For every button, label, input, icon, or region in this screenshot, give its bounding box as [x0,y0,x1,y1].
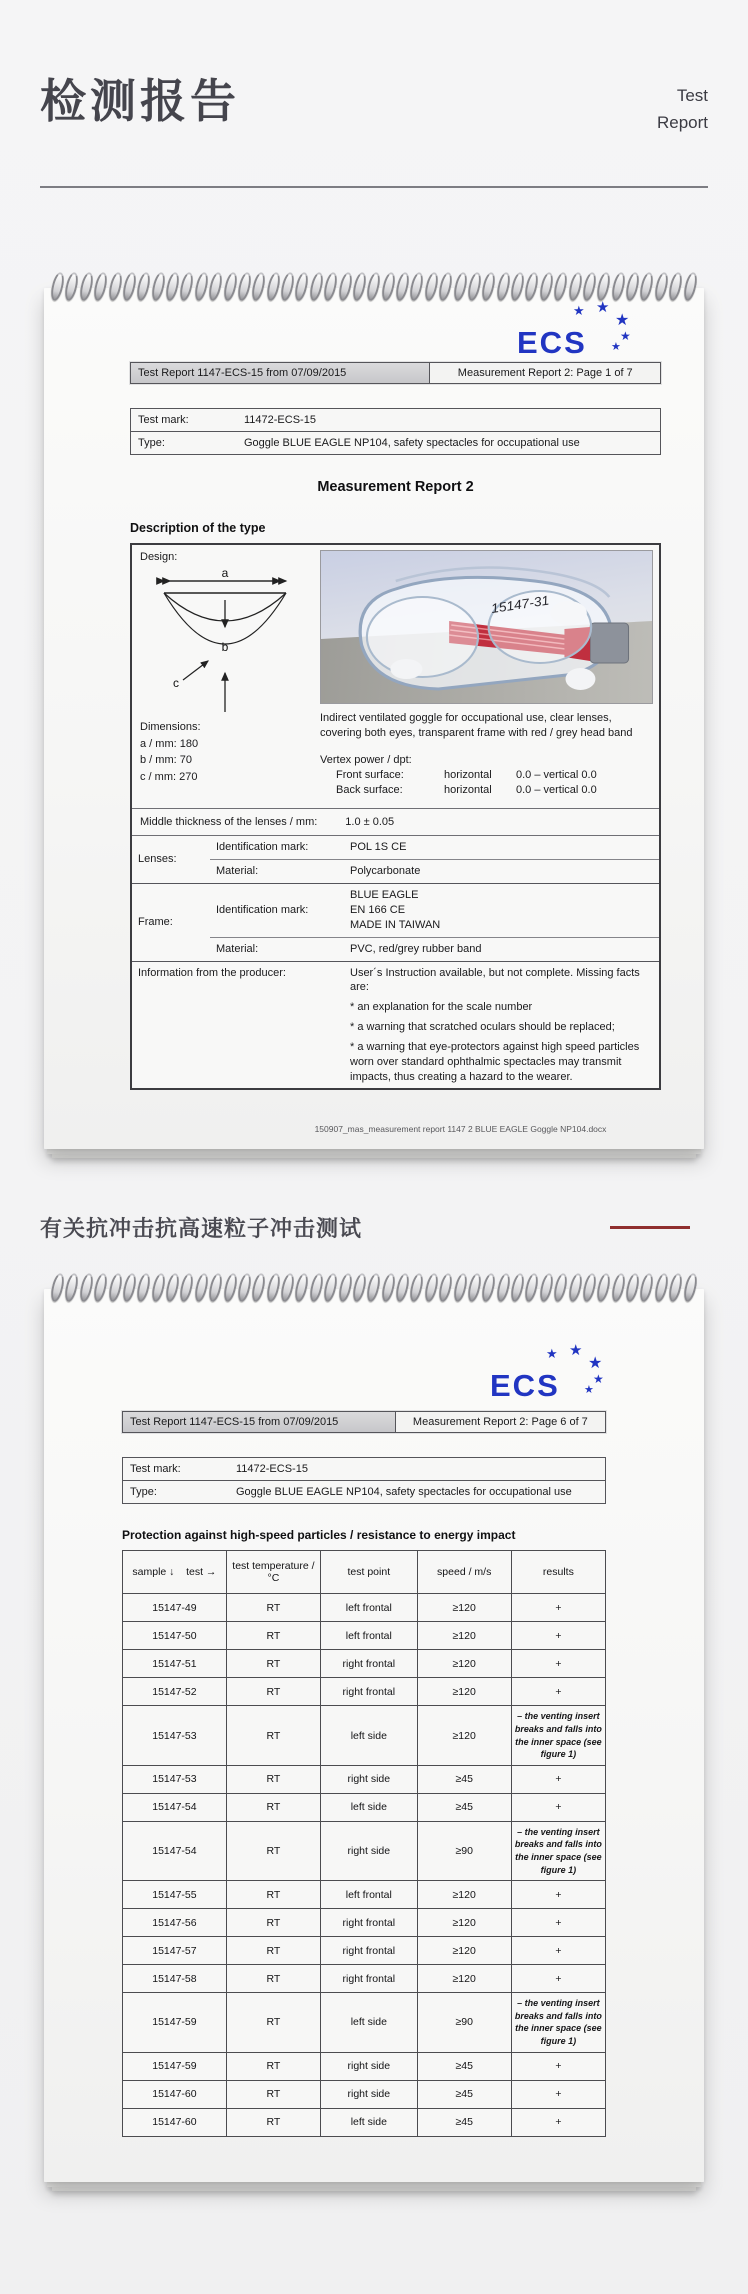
report-document-1 [44,288,704,1158]
impact-table-row [123,2052,606,2080]
coil-icon [581,272,598,303]
impact-table-row [123,1678,606,1706]
coil-icon [509,1273,526,1304]
impact-table-row [123,1706,606,1765]
ecs-logo-text: ECS [517,325,587,361]
impact-table-heading: Protection against high-speed particles / resistance to energy impact [122,1528,516,1543]
star-icon: ★ [546,1346,558,1362]
coil-icon [423,1273,440,1304]
type-value: Goggle BLUE EAGLE NP104, safety spectacles for occupational use [244,437,580,450]
coil-icon [78,1273,95,1304]
coil-icon [49,1273,66,1304]
cell-temp: RT [226,2052,320,2080]
cell-sample: 15147-51 [123,1650,227,1678]
report1-paper [44,288,704,1149]
cell-point: right side [321,1821,418,1880]
cell-temp: RT [226,1678,320,1706]
coil-icon [408,1273,425,1304]
cell-speed: ≥120 [417,1706,511,1765]
cell-speed: ≥120 [417,1678,511,1706]
cell-result: + [511,2108,605,2136]
impact-table-row [123,1650,606,1678]
thickness-row [132,808,659,836]
dimension-b: b / mm: 70 [140,754,192,767]
coil-icon [293,272,310,303]
ecs-logo [122,1342,606,1404]
cell-temp: RT [226,1821,320,1880]
cell-temp: RT [226,1622,320,1650]
svg-text:15147-31: 15147-31 [489,593,551,617]
col-speed: speed / m/s [417,1551,511,1594]
coil-icon [552,1273,569,1304]
cell-temp: RT [226,1650,320,1678]
cell-point: right frontal [321,1678,418,1706]
impact-table-row [123,2080,606,2108]
star-icon: ★ [573,303,585,319]
dimension-a: a / mm: 180 [140,737,199,750]
vertex-power-block [320,753,651,798]
cell-result: + [511,2080,605,2108]
star-icon: ★ [611,341,621,354]
coil-icon [178,272,195,303]
cell-sample: 15147-49 [123,1594,227,1622]
impact-table-row [123,1937,606,1965]
coil-icon [638,1273,655,1304]
coil-icon [221,1273,238,1304]
type-value: Goggle BLUE EAGLE NP104, safety spectacles for occupational use [236,1486,572,1499]
design-column [140,550,310,797]
coil-icon [480,1273,497,1304]
cell-sample: 15147-56 [123,1909,227,1937]
dimensions-block [140,719,310,785]
id-mark-label: Identification mark: [216,841,309,854]
coil-icon [178,1273,195,1304]
coil-icon [49,272,66,303]
cell-speed: ≥45 [417,1765,511,1793]
lenses-material-value: Polycarbonate [344,860,659,884]
cell-sample: 15147-60 [123,2080,227,2108]
coil-icon [63,1273,80,1304]
cell-point: left side [321,1706,418,1765]
coil-icon [293,1273,310,1304]
producer-label: Information from the producer: [132,961,344,1088]
cell-sample: 15147-53 [123,1765,227,1793]
type-label: Type: [138,437,165,450]
cell-speed: ≥45 [417,2052,511,2080]
coil-icon [667,272,684,303]
cell-speed: ≥45 [417,2108,511,2136]
cell-speed: ≥90 [417,1821,511,1880]
impact-table-row [123,1793,606,1821]
svg-text:a: a [221,567,229,581]
coil-icon [121,1273,138,1304]
producer-info: User´s Instruction available, but not complete. Missing facts are: * an explanation for the scale number * a warning that scratched oculars should be replaced; * a warning that eye-protectors against high speed particles worn over standard ophthalmic spectacles may transmit impacts, thus creating a hazard to the wearer. [344,961,659,1088]
report1-filename: 150907_mas_measurement report 1147 2 BLUE EAGLE Goggle NP104.docx [314,1124,607,1135]
coil-icon [164,272,181,303]
cell-result: + [511,1793,605,1821]
vertex-front-label: Front surface: [336,768,404,781]
page-title-cn: 检测报告 [40,75,240,127]
cell-sample: 15147-53 [123,1706,227,1765]
cell-sample: 15147-60 [123,2108,227,2136]
report-document-2 [44,1289,704,2191]
coil-icon [150,272,167,303]
report1-header-bar [130,362,661,384]
coil-icon [279,272,296,303]
coil-icon [466,272,483,303]
report1-header-left: Test Report 1147-ECS-15 from 07/09/2015 [131,363,430,383]
coil-icon [380,272,397,303]
coil-icon [308,1273,325,1304]
coil-icon [365,1273,382,1304]
coil-icon [92,1273,109,1304]
vertex-front-value: 0.0 – vertical 0.0 [516,768,597,781]
report2-header-left: Test Report 1147-ECS-15 from 07/09/2015 [123,1412,396,1432]
coil-icon [336,272,353,303]
coil-icon [394,272,411,303]
cell-point: right frontal [321,1909,418,1937]
coil-icon [78,272,95,303]
cell-temp: RT [226,1965,320,1993]
coil-icon [495,272,512,303]
cell-temp: RT [226,1765,320,1793]
page-header [0,0,748,136]
ecs-logo-text: ECS [490,1368,560,1404]
coil-icon [552,272,569,303]
col-results: results [511,1551,605,1594]
coil-icon [509,272,526,303]
coil-icon [437,272,454,303]
coil-icon [265,1273,282,1304]
coil-icon [106,1273,123,1304]
cell-point: right side [321,1765,418,1793]
cell-point: left frontal [321,1881,418,1909]
cell-result: + [511,1937,605,1965]
cell-point: left side [321,1793,418,1821]
lenses-label: Lenses: [138,853,177,866]
cell-speed: ≥120 [417,1937,511,1965]
vertex-back-mode: horizontal [444,783,492,796]
spiral-binding [52,1273,696,1303]
coil-icon [653,272,670,303]
frame-label: Frame: [132,884,210,961]
cell-temp: RT [226,1993,320,2052]
vertex-back-value: 0.0 – vertical 0.0 [516,783,597,796]
coil-icon [336,1273,353,1304]
coil-icon [250,272,267,303]
cell-speed: ≥45 [417,1793,511,1821]
impact-table-row [123,1965,606,1993]
impact-table-row [123,1909,606,1937]
cell-sample: 15147-54 [123,1821,227,1880]
test-mark-label: Test mark: [130,1463,181,1476]
section2-header [40,1212,708,1243]
star-icon: ★ [569,1342,583,1360]
report1-testmark-table [130,408,661,455]
coil-icon [595,272,612,303]
dimensions-heading: Dimensions: [140,721,201,734]
cell-point: left frontal [321,1622,418,1650]
cell-sample: 15147-54 [123,1793,227,1821]
coil-icon [365,272,382,303]
dimension-c: c / mm: 270 [140,770,198,783]
cell-result: + [511,1965,605,1993]
report2-header-right: Measurement Report 2: Page 6 of 7 [396,1412,605,1432]
design-label: Design: [140,551,178,564]
coil-icon [250,1273,267,1304]
cell-sample: 15147-59 [123,2052,227,2080]
page-title-en: Test Report [656,86,708,133]
coil-icon [538,1273,555,1304]
cell-temp: RT [226,2108,320,2136]
coil-icon [451,272,468,303]
report2-testmark-table [122,1457,606,1504]
thickness-label: Middle thickness of the lenses / mm: [140,815,318,828]
material-label: Material: [210,860,344,884]
spec-table [132,835,659,1088]
cell-temp: RT [226,1909,320,1937]
page-stack-edge [52,1154,696,1158]
section2-title: 有关抗冲击抗高速粒子冲击测试 [40,1216,363,1242]
cell-point: right side [321,2080,418,2108]
coil-icon [193,272,210,303]
coil-icon [595,1273,612,1304]
vertex-back-label: Back surface: [336,783,403,796]
coil-icon [135,1273,152,1304]
cell-temp: RT [226,1881,320,1909]
photo-column [310,550,651,797]
cell-temp: RT [226,1937,320,1965]
coil-icon [265,272,282,303]
thickness-value: 1.0 ± 0.05 [345,815,395,828]
cell-result: + [511,1650,605,1678]
star-icon: ★ [620,329,631,344]
cell-temp: RT [226,1594,320,1622]
cell-speed: ≥120 [417,1594,511,1622]
cell-speed: ≥45 [417,2080,511,2108]
coil-icon [380,1273,397,1304]
coil-icon [322,272,339,303]
cell-temp: RT [226,2080,320,2108]
design-diagram [146,567,304,717]
cell-result: + [511,1594,605,1622]
col-sample-test: sample ↓ test → [123,1551,227,1594]
impact-table-row [123,1993,606,2052]
cell-result: – the venting insert breaks and falls into the inner space (see figure 1) [511,1821,605,1880]
goggle-photo [320,550,653,704]
coil-icon [207,1273,224,1304]
cell-sample: 15147-57 [123,1937,227,1965]
cell-point: right frontal [321,1965,418,1993]
impact-table [122,1550,606,2136]
cell-result: + [511,1765,605,1793]
type-label: Type: [130,1486,157,1499]
cell-sample: 15147-55 [123,1881,227,1909]
coil-icon [106,272,123,303]
coil-icon [624,1273,641,1304]
id-mark-label: Identification mark: [210,884,344,938]
coil-icon [610,272,627,303]
header-divider [40,186,708,188]
cell-point: left side [321,2108,418,2136]
report2-header-bar [122,1411,606,1433]
coil-icon [207,272,224,303]
coil-icon [394,1273,411,1304]
cell-point: left side [321,1993,418,2052]
cell-speed: ≥120 [417,1909,511,1937]
test-mark-label: Test mark: [138,414,189,427]
coil-icon [523,1273,540,1304]
coil-icon [92,272,109,303]
coil-icon [581,1273,598,1304]
cell-speed: ≥120 [417,1881,511,1909]
star-icon: ★ [593,1372,604,1387]
impact-table-row [123,1622,606,1650]
coil-icon [466,1273,483,1304]
cell-sample: 15147-59 [123,1993,227,2052]
cell-result: + [511,1678,605,1706]
cell-result: + [511,1622,605,1650]
impact-table-row [123,1821,606,1880]
description-box [130,543,661,1090]
impact-table-row [123,1594,606,1622]
coil-icon [408,272,425,303]
test-mark-value: 11472-ECS-15 [244,414,316,427]
coil-icon [495,1273,512,1304]
report1-section-heading: Description of the type [130,521,266,536]
ecs-logo [130,299,633,361]
coil-icon [63,272,80,303]
section2-accent-line [610,1226,690,1229]
cell-point: right frontal [321,1650,418,1678]
coil-icon [121,272,138,303]
star-icon: ★ [596,299,610,317]
coil-icon [308,272,325,303]
cell-result: – the venting insert breaks and falls into the inner space (see figure 1) [511,1993,605,2052]
vertex-front-mode: horizontal [444,768,492,781]
test-mark-value: 11472-ECS-15 [236,1463,308,1476]
coil-icon [566,272,583,303]
coil-icon [423,272,440,303]
cell-speed: ≥90 [417,1993,511,2052]
cell-point: left frontal [321,1594,418,1622]
cell-result: + [511,1881,605,1909]
coil-icon [236,1273,253,1304]
vertex-heading: Vertex power / dpt: [320,754,412,767]
coil-icon [150,1273,167,1304]
cell-sample: 15147-52 [123,1678,227,1706]
impact-table-row [123,1881,606,1909]
cell-result: + [511,2052,605,2080]
report1-title: Measurement Report 2 [317,479,474,496]
coil-icon [164,1273,181,1304]
coil-icon [451,1273,468,1304]
goggle-description: Indirect ventilated goggle for occupational use, clear lenses, covering both eyes, transparent frame with red / grey head band [320,712,633,740]
cell-sample: 15147-50 [123,1622,227,1650]
report2-paper [44,1289,704,2182]
frame-material-value: PVC, red/grey rubber band [344,937,659,961]
star-icon: ★ [588,1355,603,1373]
page-stack-edge [52,2187,696,2191]
col-temperature: test temperature / °C [226,1551,320,1594]
star-icon: ★ [615,312,630,330]
coil-icon [193,1273,210,1304]
coil-icon [437,1273,454,1304]
coil-icon [653,1273,670,1304]
coil-icon [351,272,368,303]
material-label: Material: [210,937,344,961]
coil-icon [135,272,152,303]
cell-point: right side [321,2052,418,2080]
star-icon: ★ [584,1384,594,1397]
col-test-point: test point [321,1551,418,1594]
impact-table-header-row [123,1551,606,1594]
coil-icon [538,272,555,303]
coil-icon [236,272,253,303]
cell-temp: RT [226,1793,320,1821]
frame-id-value: BLUE EAGLE EN 166 CE MADE IN TAIWAN [344,884,659,938]
coil-icon [610,1273,627,1304]
impact-table-row [123,1765,606,1793]
coil-icon [523,272,540,303]
lenses-id-value: POL 1S CE [350,841,407,854]
cell-sample: 15147-58 [123,1965,227,1993]
coil-icon [351,1273,368,1304]
svg-text:b: b [221,640,229,655]
coil-icon [221,272,238,303]
report1-header-right: Measurement Report 2: Page 1 of 7 [430,363,660,383]
cell-result: – the venting insert breaks and falls into the inner space (see figure 1) [511,1706,605,1765]
cell-speed: ≥120 [417,1650,511,1678]
coil-icon [279,1273,296,1304]
cell-point: right frontal [321,1937,418,1965]
impact-table-body [123,1594,606,2136]
cell-speed: ≥120 [417,1965,511,1993]
coil-icon [566,1273,583,1304]
cell-result: + [511,1909,605,1937]
coil-icon [667,1273,684,1304]
impact-table-row [123,2108,606,2136]
cell-temp: RT [226,1706,320,1765]
coil-icon [624,272,641,303]
cell-speed: ≥120 [417,1622,511,1650]
spiral-binding [52,272,696,302]
coil-icon [638,272,655,303]
coil-icon [322,1273,339,1304]
coil-icon [480,272,497,303]
svg-text:c: c [173,676,179,691]
